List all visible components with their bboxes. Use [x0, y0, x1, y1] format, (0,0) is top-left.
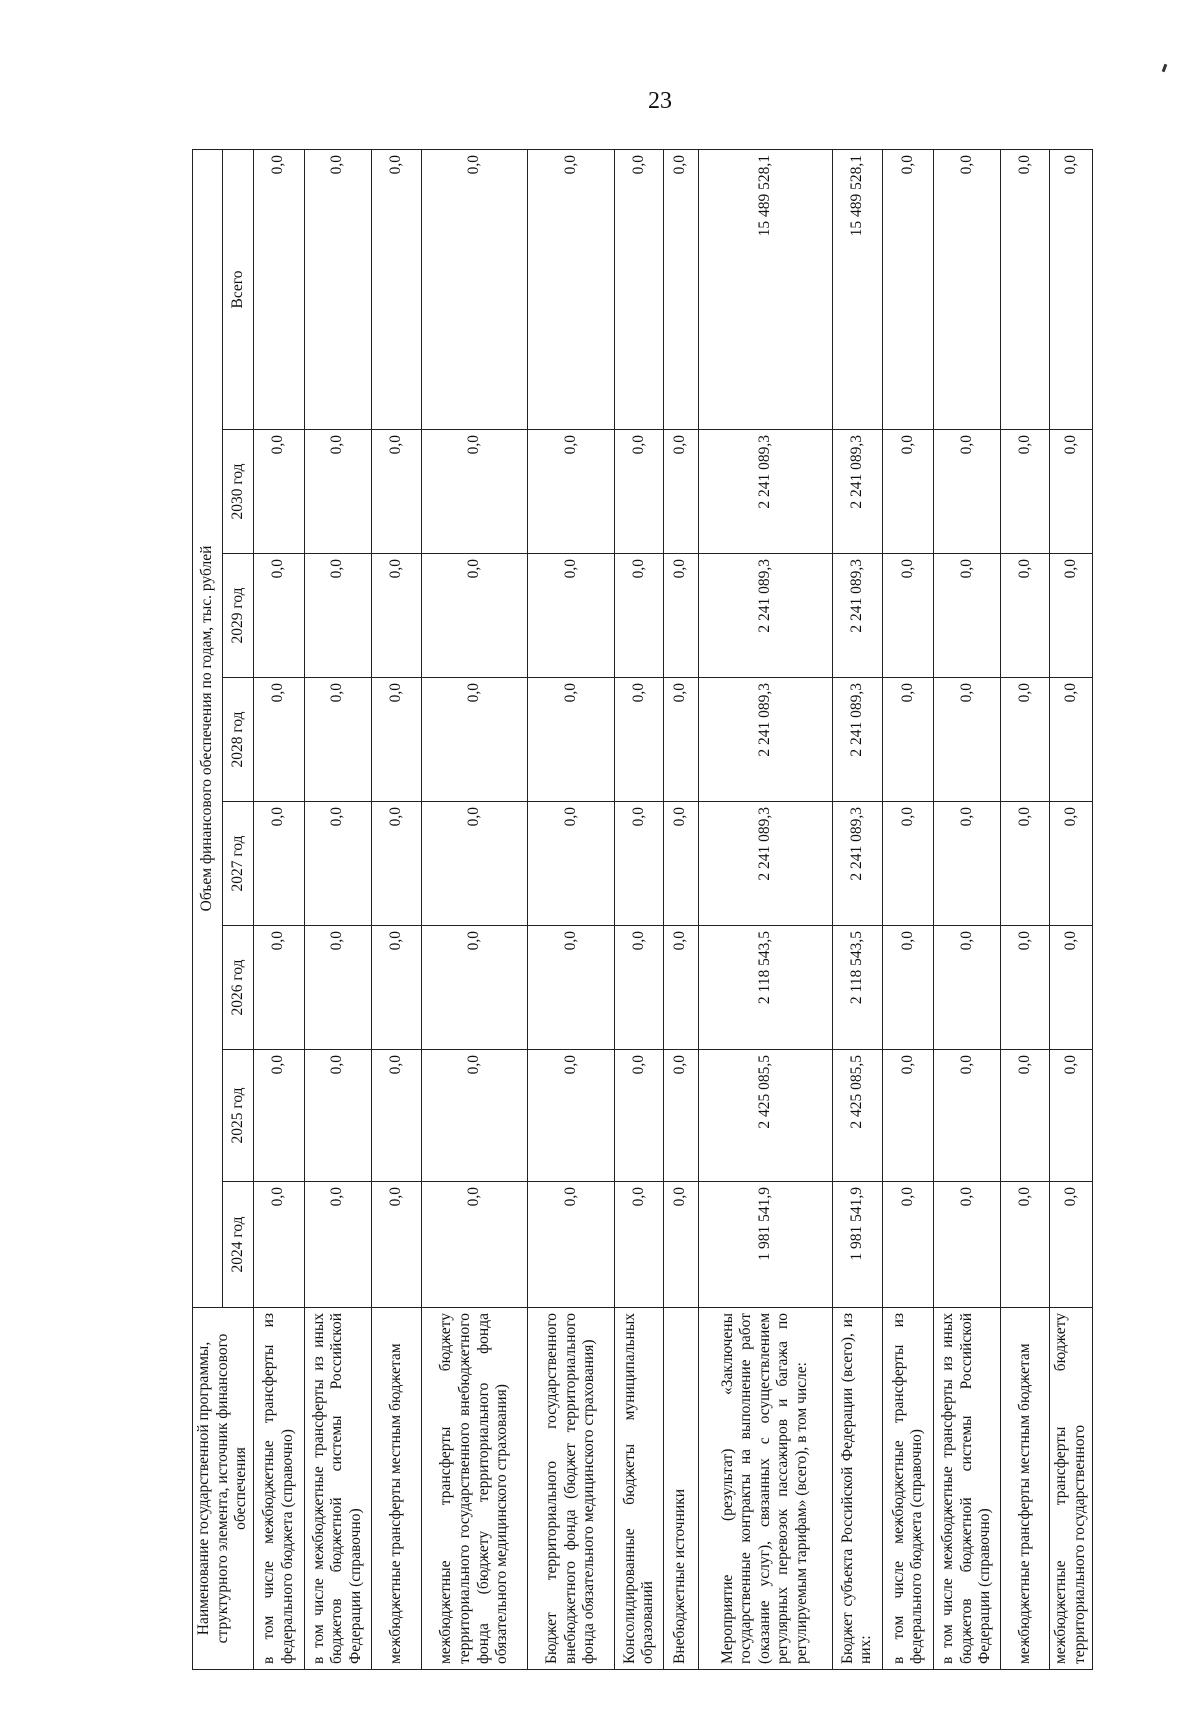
- row-year-value: 0,0: [1001, 802, 1050, 926]
- row-label: Бюджет субъекта Российской Федерации (всего), из них:: [832, 1308, 883, 1670]
- row-total-value: 0,0: [615, 150, 664, 430]
- row-total-value: 0,0: [883, 150, 934, 430]
- row-year-value: 0,0: [883, 430, 934, 554]
- row-year-value: 0,0: [615, 802, 664, 926]
- row-year-value: 2 241 089,3: [698, 678, 832, 802]
- row-year-value: 0,0: [664, 802, 699, 926]
- row-year-value: 2 241 089,3: [698, 430, 832, 554]
- table-row: [1049, 150, 1092, 1670]
- row-year-value: 0,0: [934, 554, 1001, 678]
- row-year-value: 0,0: [304, 554, 371, 678]
- row-year-value: 2 241 089,3: [832, 802, 883, 926]
- year-header: 2027 год: [223, 802, 253, 926]
- row-year-value: 0,0: [527, 678, 614, 802]
- row-label: межбюджетные трансферты бюджету территориального государственного: [1049, 1308, 1092, 1670]
- table-row: [664, 150, 699, 1670]
- row-year-value: 0,0: [422, 554, 528, 678]
- year-header: 2030 год: [223, 430, 253, 554]
- row-year-value: 0,0: [615, 1050, 664, 1182]
- row-year-value: 0,0: [371, 926, 422, 1050]
- row-year-value: 2 118 543,5: [698, 926, 832, 1050]
- row-year-value: 0,0: [883, 802, 934, 926]
- row-year-value: 0,0: [1049, 802, 1092, 926]
- row-year-value: 0,0: [615, 678, 664, 802]
- row-year-value: 0,0: [934, 1050, 1001, 1182]
- row-year-value: 0,0: [422, 926, 528, 1050]
- row-year-value: 0,0: [1049, 1182, 1092, 1308]
- row-year-value: 0,0: [253, 430, 304, 554]
- row-year-value: 2 118 543,5: [832, 926, 883, 1050]
- row-year-value: 0,0: [304, 802, 371, 926]
- row-total-value: 0,0: [664, 150, 699, 430]
- year-header: 2029 год: [223, 554, 253, 678]
- row-year-value: 0,0: [664, 1182, 699, 1308]
- row-year-value: 0,0: [304, 1182, 371, 1308]
- row-year-value: 0,0: [1001, 554, 1050, 678]
- row-year-value: 0,0: [527, 430, 614, 554]
- row-year-value: 0,0: [371, 430, 422, 554]
- row-year-value: 0,0: [883, 926, 934, 1050]
- row-total-value: 0,0: [527, 150, 614, 430]
- row-year-value: 2 241 089,3: [698, 802, 832, 926]
- row-total-value: 15 489 528,1: [698, 150, 832, 430]
- table-row: [304, 150, 371, 1670]
- row-year-value: 0,0: [304, 926, 371, 1050]
- row-year-value: 0,0: [527, 1182, 614, 1308]
- year-header: 2024 год: [223, 1182, 253, 1308]
- row-year-value: 0,0: [304, 430, 371, 554]
- row-year-value: 0,0: [253, 1050, 304, 1182]
- row-year-value: 0,0: [527, 802, 614, 926]
- row-year-value: 0,0: [1001, 1050, 1050, 1182]
- row-year-value: 2 241 089,3: [698, 554, 832, 678]
- row-label: в том числе межбюджетные трансферты из иных бюджетов бюджетной системы Российской Федерации (справочно): [934, 1308, 1001, 1670]
- row-year-value: 0,0: [253, 678, 304, 802]
- row-year-value: 0,0: [664, 1050, 699, 1182]
- table-row: [698, 150, 832, 1670]
- table-row: [832, 150, 883, 1670]
- row-year-value: 0,0: [664, 678, 699, 802]
- row-year-value: 0,0: [1049, 554, 1092, 678]
- row-year-value: 0,0: [883, 1182, 934, 1308]
- row-year-value: 2 241 089,3: [832, 554, 883, 678]
- funding-group-header: Объем финансового обеспечения по годам, тыс. рублей: [193, 150, 223, 1308]
- row-year-value: 0,0: [304, 678, 371, 802]
- row-year-value: 0,0: [1049, 1050, 1092, 1182]
- row-label: межбюджетные трансферты местным бюджетам: [371, 1308, 422, 1670]
- row-year-value: 0,0: [527, 554, 614, 678]
- row-label: Мероприятие (результат) «Заключены государственные контракты на выполнение работ (оказание услуг), связанных с осуществлением регулярных перевозок пассажиров и багажа по регулируемым тарифам» (всего), в том числе:: [698, 1308, 832, 1670]
- table-body: [253, 150, 1092, 1670]
- row-year-value: 0,0: [664, 926, 699, 1050]
- row-label: в том числе межбюджетные трансферты из федерального бюджета (справочно): [253, 1308, 304, 1670]
- row-total-value: 0,0: [253, 150, 304, 430]
- row-year-value: 0,0: [253, 926, 304, 1050]
- table-row: [883, 150, 934, 1670]
- row-year-value: 0,0: [422, 1050, 528, 1182]
- row-year-value: 0,0: [1049, 926, 1092, 1050]
- row-year-value: 1 981 541,9: [698, 1182, 832, 1308]
- table-row: [253, 150, 304, 1670]
- row-year-value: 0,0: [422, 678, 528, 802]
- row-year-value: 0,0: [934, 430, 1001, 554]
- row-year-value: 0,0: [883, 678, 934, 802]
- row-label: Внебюджетные источники: [664, 1308, 699, 1670]
- year-header: 2026 год: [223, 926, 253, 1050]
- row-year-value: 0,0: [934, 678, 1001, 802]
- stray-ink-mark: [1162, 64, 1168, 73]
- row-year-value: 0,0: [527, 1050, 614, 1182]
- row-total-value: 0,0: [304, 150, 371, 430]
- rotated-table-wrapper: [192, 150, 1090, 1670]
- row-year-value: 0,0: [371, 1182, 422, 1308]
- row-year-value: 0,0: [253, 554, 304, 678]
- table-row: [615, 150, 664, 1670]
- header-row-group: [193, 150, 223, 1670]
- table-row: [1001, 150, 1050, 1670]
- table-row: [934, 150, 1001, 1670]
- row-total-value: 0,0: [422, 150, 528, 430]
- year-header: 2028 год: [223, 678, 253, 802]
- row-year-value: 0,0: [371, 1050, 422, 1182]
- row-year-value: 1 981 541,9: [832, 1182, 883, 1308]
- row-year-value: 0,0: [422, 802, 528, 926]
- row-year-value: 0,0: [253, 1182, 304, 1308]
- row-year-value: 2 425 085,5: [832, 1050, 883, 1182]
- name-column-header: Наименование государственной программы, структурного элемента, источник финансового обеспечения: [193, 1308, 254, 1670]
- row-label: в том числе межбюджетные трансферты из федерального бюджета (справочно): [883, 1308, 934, 1670]
- row-total-value: 15 489 528,1: [832, 150, 883, 430]
- row-total-value: 0,0: [1001, 150, 1050, 430]
- row-year-value: 0,0: [883, 1050, 934, 1182]
- row-year-value: 0,0: [527, 926, 614, 1050]
- row-year-value: 0,0: [664, 554, 699, 678]
- row-label: межбюджетные трансферты бюджету территориального государственного внебюджетного фонда (бюджету территориального фонда обязательного медицинского страхования): [422, 1308, 528, 1670]
- financing-table: [192, 149, 1093, 1670]
- row-year-value: 2 241 089,3: [832, 678, 883, 802]
- row-total-value: 0,0: [371, 150, 422, 430]
- row-year-value: 0,0: [615, 430, 664, 554]
- row-year-value: 0,0: [1049, 430, 1092, 554]
- row-year-value: 0,0: [422, 1182, 528, 1308]
- row-year-value: 0,0: [304, 1050, 371, 1182]
- row-label: Консолидированные бюджеты муниципальных образований: [615, 1308, 664, 1670]
- row-label: Бюджет территориального государственного внебюджетного фонда (бюджет территориального фонда обязательного медицинского страхования): [527, 1308, 614, 1670]
- row-year-value: 0,0: [664, 430, 699, 554]
- row-year-value: 0,0: [615, 926, 664, 1050]
- row-year-value: 0,0: [371, 554, 422, 678]
- row-total-value: 0,0: [1049, 150, 1092, 430]
- row-year-value: 0,0: [371, 678, 422, 802]
- row-year-value: 0,0: [934, 926, 1001, 1050]
- year-header: 2025 год: [223, 1050, 253, 1182]
- row-year-value: 0,0: [934, 1182, 1001, 1308]
- row-year-value: 0,0: [371, 802, 422, 926]
- table-row: [422, 150, 528, 1670]
- row-year-value: 0,0: [615, 554, 664, 678]
- row-year-value: 0,0: [883, 554, 934, 678]
- row-year-value: 0,0: [1049, 678, 1092, 802]
- row-year-value: 0,0: [615, 1182, 664, 1308]
- row-year-value: 0,0: [934, 802, 1001, 926]
- page-number: 23: [648, 88, 672, 114]
- table-row: [527, 150, 614, 1670]
- row-year-value: 0,0: [1001, 430, 1050, 554]
- table-row: [371, 150, 422, 1670]
- row-year-value: 2 241 089,3: [832, 430, 883, 554]
- row-year-value: 0,0: [1001, 926, 1050, 1050]
- row-year-value: 0,0: [1001, 1182, 1050, 1308]
- row-total-value: 0,0: [934, 150, 1001, 430]
- row-year-value: 0,0: [422, 430, 528, 554]
- row-label: межбюджетные трансферты местным бюджетам: [1001, 1308, 1050, 1670]
- row-year-value: 0,0: [1001, 678, 1050, 802]
- row-year-value: 0,0: [253, 802, 304, 926]
- row-label: в том числе межбюджетные трансферты из иных бюджетов бюджетной системы Российской Федерации (справочно): [304, 1308, 371, 1670]
- row-year-value: 2 425 085,5: [698, 1050, 832, 1182]
- total-header: Всего: [223, 150, 253, 430]
